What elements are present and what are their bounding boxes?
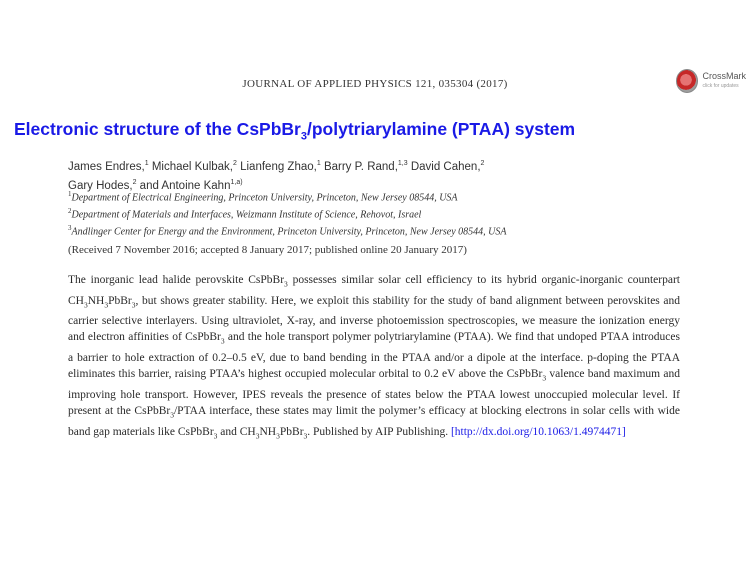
author[interactable]: Michael Kulbak,$^2$: [151, 160, 237, 173]
crossmark-sublabel: click for updates: [702, 83, 739, 89]
author[interactable]: James Endres,$^1$: [68, 160, 149, 173]
crossmark-label: CrossMark: [702, 71, 746, 81]
author[interactable]: Lianfeng Zhao,$^1$: [240, 160, 321, 173]
affiliation: $^3$Andlinger Center for Energy and the Environment, Princeton University, Princeton, New Jersey 08544, USA: [68, 223, 507, 237]
abstract: The inorganic lead halide perovskite CsPbBr$_3$ possesses similar solar cell efficiency to its hybrid organic-inorganic counterpart $CH_3NH_3PbBr_3$, but shows greater stability. Here, we exploit this stability for the study of band alignment between perovskites and carrier selective interlayers. Using ultraviolet, X-ray, and inverse photoemission spectroscopies, we measure the ionization energy and electron affinities of CsPbBr$_3$ and the hole transport polymer polytriarylamine (PTAA). We find that undoped PTAA introduces a barrier to hole extraction of 0.2–0.5 eV, due to band bending in the PTAA and/or a dipole at the interface. p-doping the PTAA eliminates this barrier, raising PTAA’s highest occupied molecular orbital to 0.2 eV above the CsPbBr$_3$ valence band maximum and improving hole transport. However, IPES reveals the presence of states below the PTAA lowest unoccupied molecular level. If present at the CsPbBr$_3$/PTAA interface, these states may limit the polymer’s efficacy at blocking electrons in solar cells with wide band gap materials like CsPbBr$_3$ and $CH_3NH_3PbBr_3$. Published by AIP Publishing. [http://dx.doi.org/10.1063/1.4974471]: [68, 274, 680, 441]
crossmark-badge[interactable]: [676, 66, 746, 96]
article-title: Electronic structure of the CsPbBr$_3$/polytriarylamine (PTAA) system: [14, 119, 576, 143]
affiliations: [68, 188, 708, 238]
author[interactable]: and Antoine Kahn$^{1,a)}$: [139, 178, 243, 192]
received-dates: (Received 7 November 2016; accepted 8 January 2017; published online 20 January 2017): [68, 244, 467, 256]
crossmark-icon: [676, 69, 698, 93]
author[interactable]: Barry P. Rand,$^{1,3}$: [323, 160, 408, 173]
doi-link[interactable]: [http://dx.doi.org/10.1063/1.4974471]: [450, 425, 626, 438]
journal-header: JOURNAL OF APPLIED PHYSICS 121, 035304 (2017): [242, 78, 508, 90]
author[interactable]: David Cahen,$^2$: [410, 160, 485, 173]
author[interactable]: Gary Hodes,$^2$: [68, 178, 137, 192]
affiliation: $^2$Department of Materials and Interfaces, Weizmann Institute of Science, Rehovot, Israel: [68, 206, 422, 221]
affiliation: $^1$Department of Electrical Engineering, Princeton University, Princeton, New Jersey 08544, USA: [68, 190, 458, 204]
